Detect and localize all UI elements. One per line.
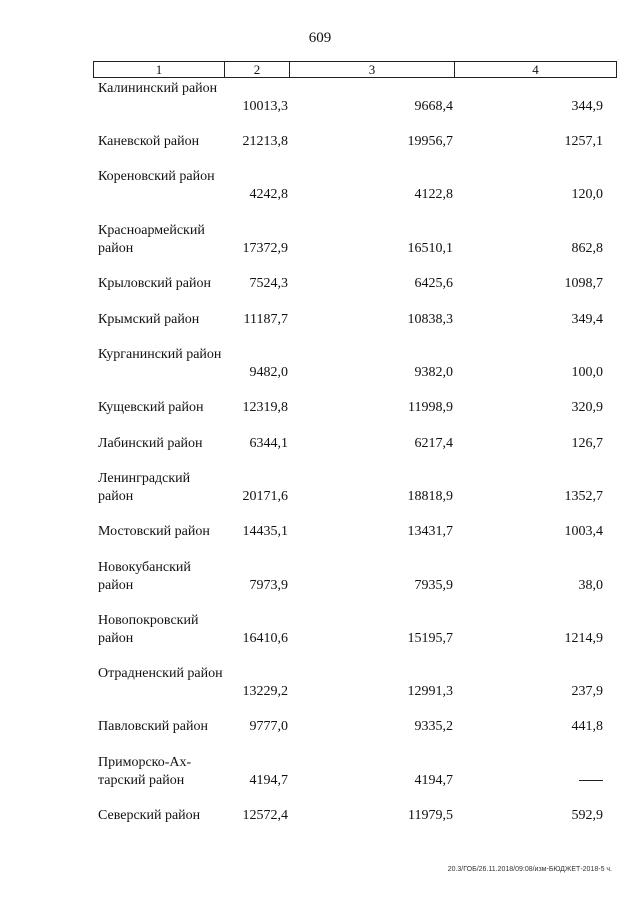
district-name: Курганинский район [98,347,222,362]
table-row [0,80,640,116]
cell-col4: 1257,1 [564,134,603,149]
district-name: Лабинский район [98,436,203,451]
cell-col2: 4194,7 [249,773,288,788]
cell-col3: 7935,9 [414,578,453,593]
cell-col4: 320,9 [571,400,603,415]
cell-col3: 9382,0 [414,365,453,380]
cell-col3: 11979,5 [408,808,453,823]
cell-col4: 38,0 [578,578,603,593]
cell-col4: 344,9 [571,99,603,114]
cell-col2: 12572,4 [242,808,288,823]
cell-col3: 12991,3 [407,684,453,699]
district-name: Павловский район [98,719,208,734]
district-name: Крымский район [98,312,200,327]
column-header-4: 4 [532,61,539,77]
district-name: Красноармейский район [98,223,205,256]
column-header-3: 3 [290,62,455,77]
district-name: Каневской район [98,134,200,149]
cell-col3: 4194,7 [414,773,453,788]
cell-col4: 1214,9 [564,631,603,646]
cell-col4: 1352,7 [564,489,603,504]
dash-mark [579,780,603,781]
district-name: Крыловский район [98,276,211,291]
cell-col4: 100,0 [571,365,603,380]
cell-col2: 6344,1 [249,436,288,451]
district-name: Приморско-Ах-тарский район [98,755,192,788]
cell-col2: 9482,0 [249,365,288,380]
cell-col4: 237,9 [571,684,603,699]
cell-col2: 7524,3 [249,276,288,291]
cell-col3: 9668,4 [414,99,453,114]
district-name: Отрадненский район [98,666,223,681]
table-header [93,61,617,78]
cell-col3: 16510,1 [407,241,453,256]
cell-col4: 441,8 [571,719,603,734]
cell-col2: 20171,6 [242,489,288,504]
district-name: Новопокровский район [98,613,199,646]
cell-col3: 10838,3 [407,312,453,327]
cell-col3: 6217,4 [414,436,453,451]
cell-col3: 11998,9 [408,400,453,415]
cell-col2: 16410,6 [242,631,288,646]
cell-col2: 14435,1 [242,524,288,539]
district-name: Калининский район [98,81,218,96]
cell-col4: 1003,4 [564,524,603,539]
column-header-1: 1 [94,62,225,77]
cell-col3: 9335,2 [414,719,453,734]
document-footer: 20.3/ГОБ/26.11.2018/09:08/изм-БЮДЖЕТ-2018-5 ч. [447,866,612,873]
cell-col4: 120,0 [571,187,603,202]
cell-col4: 349,4 [571,312,603,327]
cell-col3: 13431,7 [407,524,453,539]
cell-col4: 1098,7 [564,276,603,291]
cell-col4-dash [579,772,603,790]
district-name: Мостовский район [98,524,210,539]
cell-col2: 21213,8 [242,134,288,149]
cell-col2: 13229,2 [242,684,288,699]
district-name: Ленинградский район [98,471,191,504]
page-number: 609 [308,30,332,46]
district-name: Северский район [98,808,201,823]
cell-col3: 19956,7 [407,134,453,149]
district-name: Кущевский район [98,400,204,415]
cell-col2: 4242,8 [249,187,288,202]
district-name: Новокубанский район [98,560,191,593]
cell-col4: 126,7 [571,436,603,451]
cell-col3: 18818,9 [407,489,453,504]
cell-col2: 7973,9 [249,578,288,593]
cell-col2: 12319,8 [242,400,288,415]
cell-col4: 592,9 [571,808,603,823]
cell-col3: 15195,7 [407,631,453,646]
cell-col2: 9777,0 [249,719,288,734]
cell-col4: 862,8 [571,241,603,256]
column-header-2: 2 [225,62,290,77]
cell-col3: 6425,6 [414,276,453,291]
district-name: Кореновский район [98,169,215,184]
cell-col2: 11187,7 [243,312,288,327]
cell-col2: 17372,9 [242,241,288,256]
cell-col2: 10013,3 [242,99,288,114]
cell-col3: 4122,8 [414,187,453,202]
